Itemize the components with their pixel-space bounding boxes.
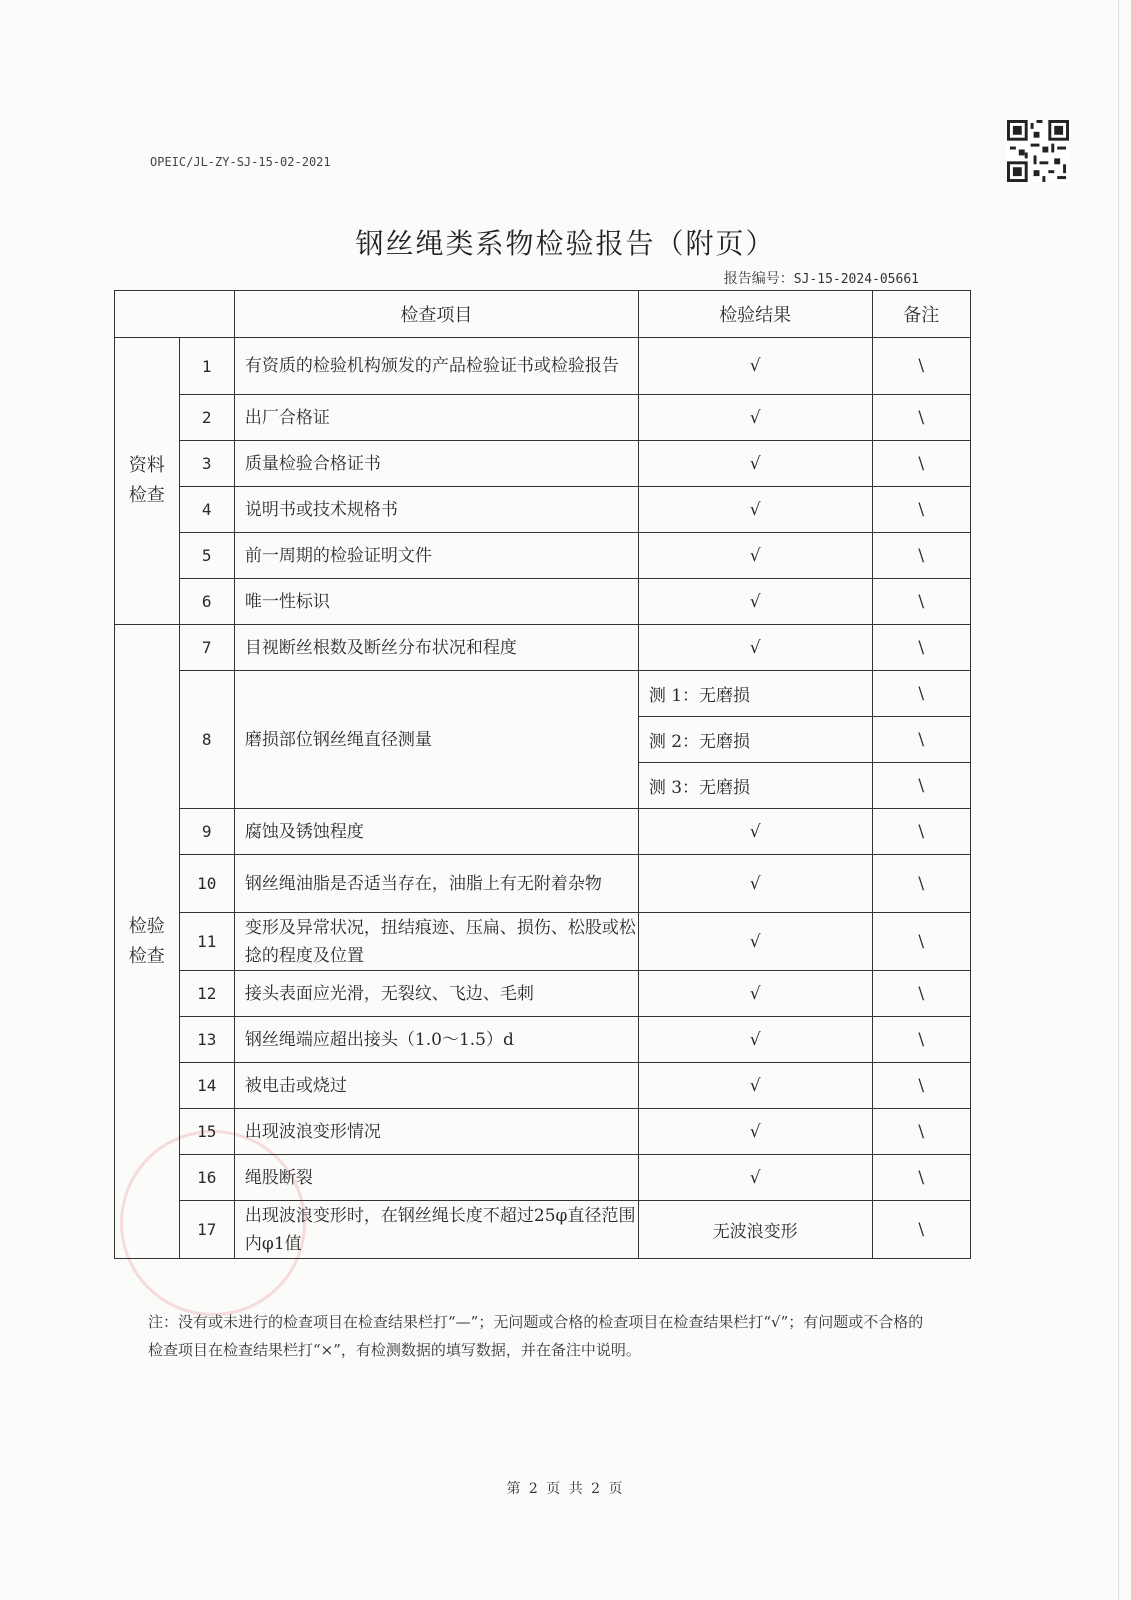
row-result: √: [638, 338, 872, 395]
measurement-result: 测 3：无磨损: [638, 763, 872, 809]
table-row: [115, 1201, 971, 1259]
row-result: √: [638, 625, 872, 671]
row-number: 8: [179, 671, 234, 809]
row-number: 13: [179, 1017, 234, 1063]
footnote: 注：没有或未进行的检查项目在检查结果栏打“—”；无问题或合格的检查项目在检查结果栏打“√”；有问题或不合格的检查项目在检查结果栏打“×”，有检测数据的填写数据，并在备注中说明。: [148, 1313, 924, 1359]
header-remark: 备注: [872, 291, 970, 338]
table-row: [115, 395, 971, 441]
category-inspection-check: 检验检查: [115, 625, 180, 1259]
row-item: 出现波浪变形时，在钢丝绳长度不超过25φ直径范围内φ1值: [234, 1201, 638, 1259]
row-remark: \: [872, 1155, 970, 1201]
document-code: OPEIC/JL-ZY-SJ-15-02-2021: [150, 155, 331, 169]
table-row: [115, 671, 971, 717]
row-number: 6: [179, 579, 234, 625]
row-item: 出现波浪变形情况: [234, 1109, 638, 1155]
row-number: 14: [179, 1063, 234, 1109]
row-remark: \: [872, 441, 970, 487]
row-remark: \: [872, 395, 970, 441]
row-item: 腐蚀及锈蚀程度: [234, 809, 638, 855]
row-item: 说明书或技术规格书: [234, 487, 638, 533]
row-remark: \: [872, 763, 970, 809]
row-number: 1: [179, 338, 234, 395]
row-result: √: [638, 809, 872, 855]
row-remark: \: [872, 1109, 970, 1155]
row-item: 前一周期的检验证明文件: [234, 533, 638, 579]
category-document-check: 资料检查: [115, 338, 180, 625]
row-item: 质量检验合格证书: [234, 441, 638, 487]
row-item: 变形及异常状况，扭结痕迹、压扁、损伤、松股或松捻的程度及位置: [234, 913, 638, 971]
row-result: 无波浪变形: [638, 1201, 872, 1259]
row-item: 有资质的检验机构颁发的产品检验证书或检验报告: [234, 338, 638, 395]
row-item: 钢丝绳端应超出接头（1.0～1.5）d: [234, 1017, 638, 1063]
row-number: 17: [179, 1201, 234, 1259]
row-item: 钢丝绳油脂是否适当存在，油脂上有无附着杂物: [234, 855, 638, 913]
page-footer: 第 2 页 共 2 页: [506, 1481, 625, 1497]
table-row: [115, 913, 971, 971]
row-result: √: [638, 395, 872, 441]
row-result: √: [638, 855, 872, 913]
row-number: 16: [179, 1155, 234, 1201]
row-result: √: [638, 1109, 872, 1155]
table-row: [115, 441, 971, 487]
table-row: [115, 625, 971, 671]
table-row: [115, 487, 971, 533]
row-remark: \: [872, 533, 970, 579]
table-row: [115, 855, 971, 913]
row-remark: \: [872, 1063, 970, 1109]
row-remark: \: [872, 1017, 970, 1063]
row-item: 绳股断裂: [234, 1155, 638, 1201]
report-number: [724, 268, 919, 288]
row-result: √: [638, 533, 872, 579]
row-remark: \: [872, 717, 970, 763]
row-remark: \: [872, 971, 970, 1017]
row-result: √: [638, 1017, 872, 1063]
measurement-result: 测 1：无磨损: [638, 671, 872, 717]
row-number: 2: [179, 395, 234, 441]
row-item: 目视断丝根数及断丝分布状况和程度: [234, 625, 638, 671]
row-number: 7: [179, 625, 234, 671]
table-row: [115, 1063, 971, 1109]
row-number: 15: [179, 1109, 234, 1155]
row-result: √: [638, 1155, 872, 1201]
row-remark: \: [872, 338, 970, 395]
row-item: 磨损部位钢丝绳直径测量: [234, 671, 638, 809]
row-result: √: [638, 487, 872, 533]
table-row: [115, 1109, 971, 1155]
row-number: 5: [179, 533, 234, 579]
row-number: 4: [179, 487, 234, 533]
row-remark: \: [872, 913, 970, 971]
row-remark: \: [872, 625, 970, 671]
table-row: [115, 579, 971, 625]
row-remark: \: [872, 579, 970, 625]
row-result: √: [638, 579, 872, 625]
report-title: 钢丝绳类系物检验报告（附页）: [355, 227, 776, 260]
row-item: 被电击或烧过: [234, 1063, 638, 1109]
row-result: √: [638, 441, 872, 487]
header-blank: [115, 291, 235, 338]
row-remark: \: [872, 671, 970, 717]
row-result: √: [638, 913, 872, 971]
report-number-label: 报告编号：: [723, 271, 794, 287]
header-item: 检查项目: [234, 291, 638, 338]
table-row: [115, 809, 971, 855]
row-number: 10: [179, 855, 234, 913]
row-result: √: [638, 971, 872, 1017]
row-remark: \: [872, 809, 970, 855]
qr-code-icon: [1007, 120, 1069, 182]
row-remark: \: [872, 855, 970, 913]
table-row: [115, 338, 971, 395]
table-row: [115, 1155, 971, 1201]
row-number: 9: [179, 809, 234, 855]
measurement-result: 测 2：无磨损: [638, 717, 872, 763]
row-remark: \: [872, 487, 970, 533]
row-remark: \: [872, 1201, 970, 1259]
row-item: 唯一性标识: [234, 579, 638, 625]
header-result: 检验结果: [638, 291, 872, 338]
table-row: [115, 533, 971, 579]
report-number-value: SJ-15-2024-05661: [793, 272, 919, 287]
table-row: [115, 1017, 971, 1063]
inspection-table: [114, 290, 971, 1259]
row-item: 接头表面应光滑，无裂纹、飞边、毛刺: [234, 971, 638, 1017]
row-result: √: [638, 1063, 872, 1109]
table-row: [115, 971, 971, 1017]
row-number: 11: [179, 913, 234, 971]
row-item: 出厂合格证: [234, 395, 638, 441]
row-number: 12: [179, 971, 234, 1017]
table-header-row: [115, 291, 971, 338]
row-number: 3: [179, 441, 234, 487]
